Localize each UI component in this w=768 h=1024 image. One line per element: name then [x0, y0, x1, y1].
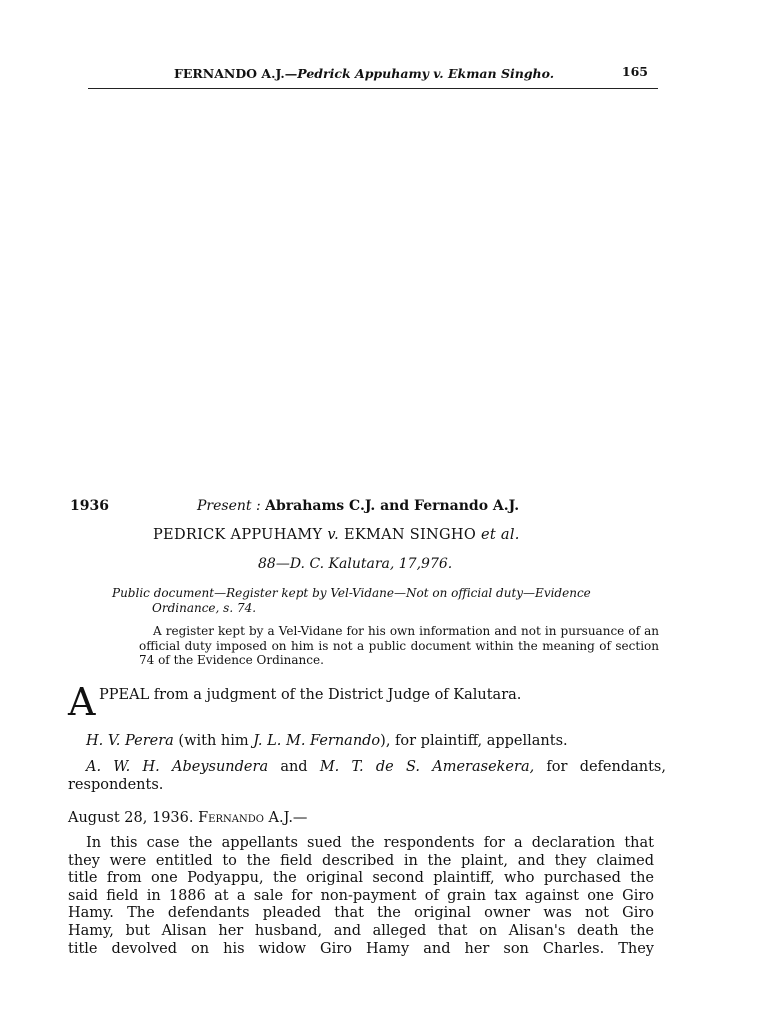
judgment-line: In this case the appellants sued the respondents for a declaration that	[86, 835, 654, 851]
versus: v.	[327, 527, 340, 543]
page-number: 165	[621, 64, 648, 79]
catchwords-line-2: Ordinance, s. 74.	[152, 601, 257, 615]
et-al: et al.	[481, 527, 520, 543]
judgment-body	[68, 835, 654, 958]
counsel-junior: J. L. M. Fernando	[253, 733, 381, 749]
counsel-role: ), for plaintiff, appellants.	[380, 733, 568, 749]
bench-line	[197, 498, 519, 514]
counsel-name: H. V. Perera	[86, 733, 174, 749]
case-title	[153, 527, 520, 543]
appeal-line	[68, 680, 668, 724]
drop-cap: A	[68, 680, 96, 724]
judgment-judge: Fernando A.J.—	[198, 810, 308, 826]
running-title	[174, 66, 554, 81]
judgment-line: Hamy. The defendants pleaded that the original owner was not Giro	[68, 905, 654, 922]
running-title-judge: FERNANDO A.J.—	[174, 66, 298, 81]
party-respondent: EKMAN SINGHO	[343, 527, 477, 543]
headnote-catchwords	[112, 586, 660, 616]
judgment-line: title from one Podyappu, the original second plaintiff, who purchased the	[68, 870, 654, 887]
case-number: 88—D. C. Kalutara, 17,976.	[258, 556, 453, 572]
counsel-respondents	[68, 759, 666, 794]
counsel-text: (with him	[173, 733, 254, 749]
party-appellant: PEDRICK APPUHAMY	[153, 527, 323, 543]
counsel-name: M. T. de S. Amerasekera,	[319, 759, 535, 775]
judgment-date: August 28, 1936.	[68, 810, 194, 826]
catchwords-line-1: Public document—Register kept by Vel-Vidane—Not on official duty—Evidence	[112, 586, 591, 600]
judgment-line: title devolved on his widow Giro Hamy and her son Charles. They	[68, 940, 654, 957]
running-title-case: Pedrick Appuhamy v. Ekman Singho.	[297, 66, 555, 81]
appeal-text: PPEAL from a judgment of the District Judge of Kalutara.	[99, 687, 522, 703]
judgment-line: Hamy, but Alisan her husband, and alleged that on Alisan's death the	[68, 922, 654, 939]
case-year: 1936	[70, 498, 109, 514]
judgment-date-line	[68, 810, 307, 826]
bench-judges: Abrahams C.J. and Fernando A.J.	[265, 498, 520, 514]
counsel-appellants	[86, 733, 666, 751]
counsel-role: for defendants, respondents.	[68, 759, 666, 793]
judgment-line: said field in 1886 at a sale for non-payment of grain tax against one Giro	[68, 887, 654, 904]
counsel-text: and	[268, 759, 320, 775]
judgment-line: they were entitled to the field described in the plaint, and they claimed	[68, 852, 654, 869]
present-label: Present :	[197, 498, 261, 514]
counsel-name: A. W. H. Abeysundera	[86, 759, 269, 775]
headnote-body: A register kept by a Vel-Vidane for his own information and not in pursuance of an official duty imposed on him is not a public document within the meaning of section 74 of the Evidence Ordinance.	[139, 624, 659, 667]
running-header	[88, 62, 658, 89]
